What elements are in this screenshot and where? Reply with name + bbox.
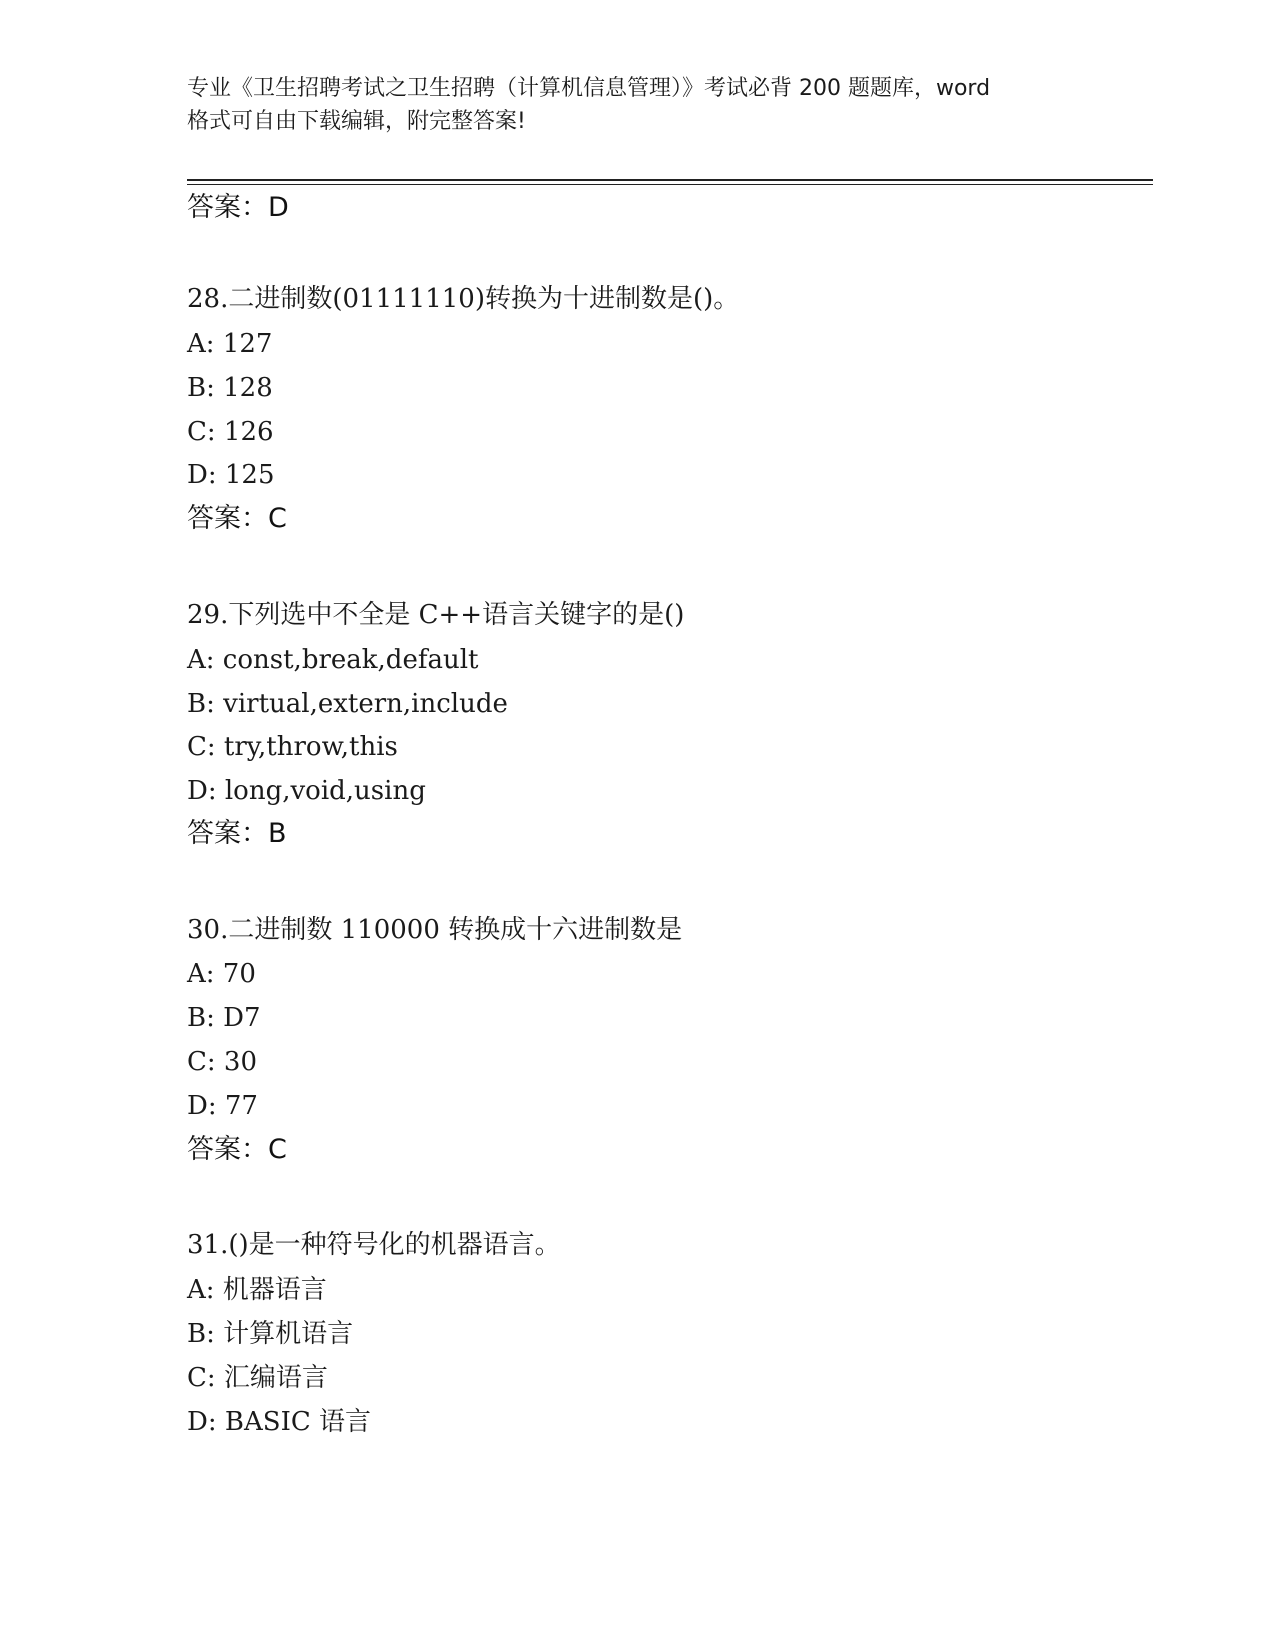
question-answer: 答案：B [187, 818, 287, 849]
header-line-1: 专业《卫生招聘考试之卫生招聘（计算机信息管理）》考试必背 200 题题库，word [187, 76, 991, 101]
question-option: C: try,throw,this [187, 732, 398, 762]
header-divider-thin [187, 184, 1153, 185]
question-option: B: D7 [187, 1003, 261, 1033]
question-option: B: 128 [187, 373, 273, 403]
question-option: D: 77 [187, 1091, 258, 1121]
header-line-2: 格式可自由下载编辑，附完整答案! [187, 109, 526, 134]
question-answer: 答案：C [187, 1134, 287, 1165]
question-option: D: 125 [187, 460, 275, 490]
previous-answer: 答案：D [187, 192, 289, 223]
question-option: C: 汇编语言 [187, 1363, 328, 1393]
question-option: D: BASIC 语言 [187, 1407, 371, 1437]
question-option: A: 机器语言 [187, 1275, 327, 1305]
question-answer: 答案：C [187, 503, 287, 534]
document-header [187, 72, 1087, 138]
question-stem: 29.下列选中不全是 C++语言关键字的是() [187, 600, 685, 630]
question-stem: 28.二进制数(01111110)转换为十进制数是()。 [187, 284, 740, 314]
question-stem: 30.二进制数 110000 转换成十六进制数是 [187, 915, 683, 945]
header-divider-thick [187, 179, 1153, 181]
question-option: A: 70 [187, 959, 256, 989]
question-option: D: long,void,using [187, 776, 426, 806]
question-option: B: 计算机语言 [187, 1319, 354, 1349]
question-option: C: 30 [187, 1047, 258, 1077]
question-option: B: virtual,extern,include [187, 689, 508, 719]
question-option: A: const,break,default [187, 645, 479, 675]
question-option: A: 127 [187, 329, 273, 359]
question-option: C: 126 [187, 417, 274, 447]
question-stem: 31.()是一种符号化的机器语言。 [187, 1230, 561, 1260]
